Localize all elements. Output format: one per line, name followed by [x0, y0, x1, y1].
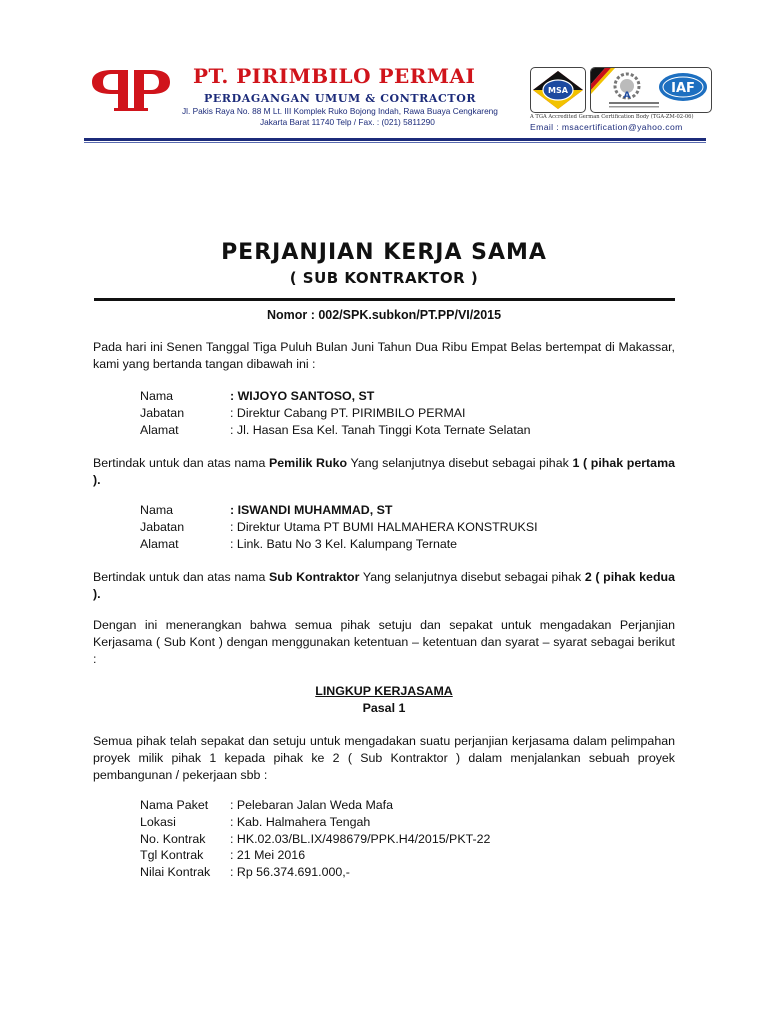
svg-text:MSA: MSA: [548, 86, 568, 95]
certification-email: Email : msacertification@yahoo.com: [530, 122, 683, 132]
agreement-intro-paragraph: Dengan ini menerangkan bahwa semua pihak setuju dan sepakat untuk mengadakan Perjanjian Kerjasama ( Sub Kont ) dengan menggunakan ketentuan – ketentuan dan syarat – syarat sebagai berikut :: [93, 618, 675, 666]
party-1-statement: [93, 455, 675, 489]
document-subtitle: ( SUB KONTRAKTOR ): [289, 269, 479, 287]
field-value: : Direktur Cabang PT. PIRIMBILO PERMAI: [230, 405, 466, 420]
field-value: : Kab. Halmahera Tengah: [230, 814, 371, 829]
field-label: Nama Paket: [140, 798, 209, 812]
field-label: Nama: [140, 503, 174, 517]
title-divider: [94, 298, 675, 301]
statement-text: Yang selanjutnya disebut sebagai pihak: [347, 456, 573, 470]
svg-text:IAF: IAF: [671, 81, 695, 96]
party-2-details: [140, 502, 538, 552]
statement-text: Bertindak untuk dan atas nama: [93, 456, 270, 470]
project-contract-number-row: [140, 831, 490, 848]
company-subtitle: PERDAGANGAN UMUM & CONTRACTOR: [204, 92, 477, 105]
field-value: : Direktur Utama PT BUMI HALMAHERA KONSTRUKSI: [230, 519, 538, 534]
field-value: : Link. Batu No 3 Kel. Kalumpang Ternate: [230, 536, 458, 551]
statement-role: Pemilik Ruko: [269, 456, 348, 470]
field-label: Alamat: [140, 536, 179, 551]
field-value: : HK.02.03/BL.IX/498679/PPK.H4/2015/PKT-22: [230, 831, 491, 846]
party-1-address-row: [140, 422, 531, 439]
company-name: PT. PIRIMBILO PERMAI: [193, 64, 476, 88]
opening-paragraph: Pada hari ini Senen Tanggal Tiga Puluh Bulan Juni Tahun Dua Ribu Empat Belas bertempat di Makassar, kami yang bertanda tangan dibawah ini :: [93, 340, 675, 371]
party-1-details: [140, 388, 531, 438]
field-label: Lokasi: [140, 814, 176, 829]
field-label: Jabatan: [140, 405, 185, 420]
party-2-address-row: [140, 536, 538, 553]
field-label: Nama: [140, 389, 174, 403]
iaf-certification-icon: [590, 67, 712, 113]
company-address-line-1: Jl. Pakis Raya No. 88 M Lt. III Komplek Ruko Bojong Indah, Rawa Buaya Cengkareng: [182, 106, 498, 116]
msa-certification-icon: [530, 67, 586, 113]
project-contract-value-row: [140, 864, 490, 881]
project-contract-date-row: [140, 847, 490, 864]
statement-role: Sub Kontraktor: [269, 570, 360, 584]
letterhead-divider: [84, 138, 706, 141]
project-details: [140, 797, 490, 881]
party-2-position-row: [140, 519, 538, 536]
company-address-line-2: Jakarta Barat 11740 Telp / Fax. : (021) 5811290: [260, 117, 435, 127]
field-value: : 21 Mei 2016: [230, 848, 306, 863]
field-value: : Jl. Hasan Esa Kel. Tanah Tinggi Kota Ternate Selatan: [230, 422, 531, 437]
certification-caption: A TGA Accredited German Certification Body (TGA-ZM-02-06): [530, 114, 694, 120]
field-label: Jabatan: [140, 519, 185, 534]
statement-text: Yang selanjutnya disebut sebagai pihak: [359, 570, 585, 584]
field-value: : Rp 56.374.691.000,-: [230, 865, 350, 880]
section-title: LINGKUP KERJASAMA: [315, 684, 453, 698]
letterhead-divider-thin: [84, 142, 706, 143]
section-heading: [0, 683, 768, 716]
field-value: : Pelebaran Jalan Weda Mafa: [230, 798, 394, 812]
document-number: Nomor : 002/SPK.subkon/PT.PP/VI/2015: [266, 308, 502, 322]
section-body-paragraph: Semua pihak telah sepakat dan setuju untuk mengadakan suatu perjanjian kerjasama dalam pelimpahan proyek milik pihak 1 kepada pihak ke 2 ( Sub Kontraktor ) dalam menjalankan sebuah proyek pembangunan / pekerjaan sbb :: [93, 734, 675, 782]
statement-party-designation: 1 ( pihak pertama ).: [93, 456, 675, 487]
document-title: PERJANJIAN KERJA SAMA: [221, 240, 547, 265]
svg-text:A: A: [623, 91, 631, 101]
statement-party-designation: 2 ( pihak kedua ).: [93, 570, 675, 601]
field-value: : ISWANDI MUHAMMAD, ST: [230, 503, 393, 517]
company-logo-icon: [90, 68, 172, 112]
field-value: : WIJOYO SANTOSO, ST: [230, 389, 375, 403]
field-label: Nilai Kontrak: [140, 865, 211, 880]
letterhead: [80, 62, 712, 148]
project-package-row: [140, 797, 490, 814]
party-1-position-row: [140, 405, 531, 422]
article-number: Pasal 1: [362, 700, 406, 715]
party-2-name-row: [140, 502, 538, 519]
party-2-statement: [93, 569, 675, 603]
field-label: Alamat: [140, 422, 179, 437]
field-label: Tgl Kontrak: [140, 848, 204, 863]
statement-text: Bertindak untuk dan atas nama: [93, 570, 270, 584]
certification-logos: [530, 67, 712, 119]
party-1-name-row: [140, 388, 531, 405]
field-label: No. Kontrak: [140, 831, 206, 846]
project-location-row: [140, 814, 490, 831]
